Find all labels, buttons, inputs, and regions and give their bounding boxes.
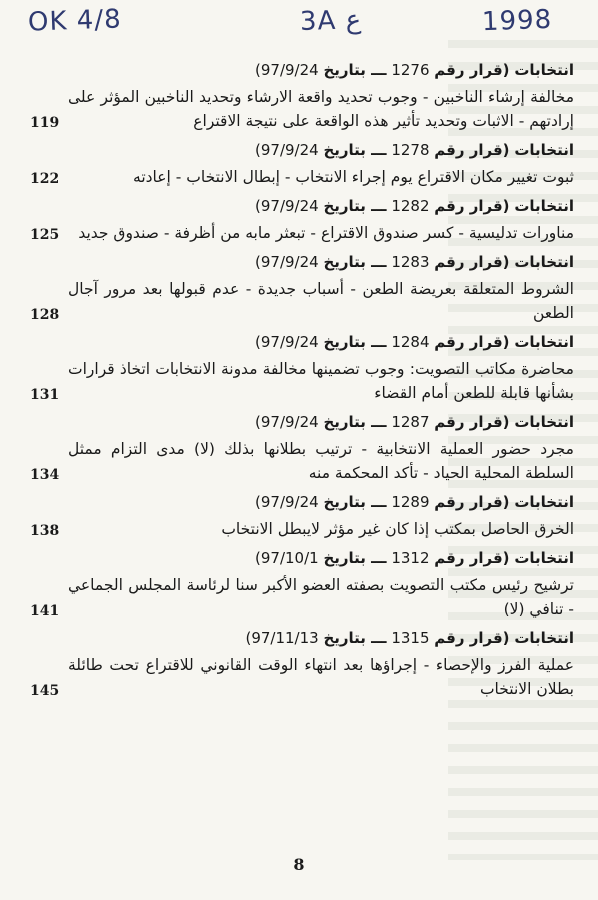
index-entries [30, 55, 580, 703]
date-label: ـــ بتاريخ [323, 413, 387, 431]
decision-number: 1289 [391, 493, 430, 511]
entry-summary: الخرق الحاصل بمكتب إذا كان غير مؤثر لايبطل الانتخاب [221, 520, 574, 538]
index-entry [30, 407, 580, 485]
index-entry [30, 247, 580, 325]
date-label: ـــ بتاريخ [323, 141, 387, 159]
page-number: 8 [293, 855, 305, 874]
entry-page-number: 145 [30, 683, 60, 699]
decision-number: 1284 [391, 333, 430, 351]
decision-date: 97/9/24) [255, 141, 319, 159]
entry-page-number: 128 [30, 307, 60, 323]
entity-label: انتخابات [514, 629, 574, 647]
entity-label: انتخابات [514, 333, 574, 351]
decision-label: (قرار رقم [434, 141, 510, 159]
handwritten-note-left: OK 4/8 [27, 4, 123, 38]
entry-page-number: 141 [30, 603, 60, 619]
entity-label: انتخابات [514, 493, 574, 511]
decision-label: (قرار رقم [434, 61, 510, 79]
decision-number: 1287 [391, 413, 430, 431]
index-entry [30, 623, 580, 701]
entry-page-number: 125 [30, 227, 60, 243]
decision-number: 1278 [391, 141, 430, 159]
decision-number: 1276 [391, 61, 430, 79]
date-label: ـــ بتاريخ [323, 549, 387, 567]
decision-label: (قرار رقم [434, 197, 510, 215]
date-label: ـــ بتاريخ [323, 61, 387, 79]
entry-heading [30, 623, 580, 653]
entity-label: انتخابات [514, 61, 574, 79]
entry-heading [30, 327, 580, 357]
index-entry [30, 135, 580, 189]
decision-label: (قرار رقم [434, 333, 510, 351]
entry-page-number: 119 [30, 115, 60, 131]
decision-label: (قرار رقم [434, 549, 510, 567]
decision-number: 1283 [391, 253, 430, 271]
entry-heading [30, 407, 580, 437]
decision-date: 97/9/24) [255, 493, 319, 511]
index-entry [30, 55, 580, 133]
decision-label: (قرار رقم [434, 629, 510, 647]
decision-date: 97/9/24) [255, 333, 319, 351]
decision-date: 97/11/13) [245, 629, 319, 647]
decision-label: (قرار رقم [434, 493, 510, 511]
entry-summary: ترشيح رئيس مكتب التصويت بصفته العضو الأكبر سنا لرئاسة المجلس الجماعي - تنافي (لا) [68, 576, 574, 618]
entry-summary: ثبوت تغيير مكان الاقتراع يوم إجراء الانتخاب - إبطال الانتخاب - إعادته [133, 168, 574, 186]
date-label: ـــ بتاريخ [323, 253, 387, 271]
decision-number: 1312 [391, 549, 430, 567]
decision-label: (قرار رقم [434, 413, 510, 431]
decision-number: 1315 [391, 629, 430, 647]
entry-heading [30, 135, 580, 165]
entry-summary: محاضرة مكاتب التصويت: وجوب تضمينها مخالفة مدونة الانتخابات اتخاذ قرارات بشأنها قابلة للطعن أمام القضاء [68, 360, 574, 402]
entry-summary: مجرد حضور العملية الانتخابية - ترتيب بطلانها بذلك (لا) مدى التزام ممثل السلطة المحلية الحياد - تأكد المحكمة منه [68, 440, 574, 482]
decision-date: 97/9/24) [255, 197, 319, 215]
decision-date: 97/9/24) [255, 253, 319, 271]
decision-number: 1282 [391, 197, 430, 215]
date-label: ـــ بتاريخ [323, 333, 387, 351]
handwritten-note-year: 1998 [481, 4, 553, 38]
decision-date: 97/10/1) [255, 549, 319, 567]
entry-page-number: 134 [30, 467, 60, 483]
entry-heading [30, 55, 580, 85]
index-entry [30, 327, 580, 405]
entity-label: انتخابات [514, 253, 574, 271]
entity-label: انتخابات [514, 197, 574, 215]
entry-heading [30, 543, 580, 573]
index-entry [30, 191, 580, 245]
index-entry [30, 487, 580, 541]
date-label: ـــ بتاريخ [323, 629, 387, 647]
entry-summary: الشروط المتعلقة بعريضة الطعن - أسباب جديدة - عدم قبولها بعد مرور آجال الطعن [68, 280, 574, 322]
entity-label: انتخابات [514, 413, 574, 431]
entry-heading [30, 487, 580, 517]
date-label: ـــ بتاريخ [323, 493, 387, 511]
entry-page-number: 138 [30, 523, 60, 539]
entry-summary: مناورات تدليسية - كسر صندوق الاقتراع - تبعثر مابه من أظرفة - صندوق جديد [78, 224, 574, 242]
decision-label: (قرار رقم [434, 253, 510, 271]
entry-heading [30, 247, 580, 277]
index-entry [30, 543, 580, 621]
entry-heading [30, 191, 580, 221]
entry-page-number: 131 [30, 387, 60, 403]
entry-summary: مخالفة إرشاء الناخبين - وجوب تحديد واقعة الارشاء وتحديد الناخبين المؤثر على إرادتهم - الاثبات وتحديد تأثير هذه الواقعة على نتيجة الاقتراع [68, 88, 574, 130]
entry-summary: عملية الفرز والإحصاء - إجراؤها بعد انتهاء الوقت القانوني للاقتراع تحت طائلة بطلان الانتخاب [68, 656, 574, 698]
entry-page-number: 122 [30, 171, 60, 187]
decision-date: 97/9/24) [255, 61, 319, 79]
entity-label: انتخابات [514, 549, 574, 567]
decision-date: 97/9/24) [255, 413, 319, 431]
date-label: ـــ بتاريخ [323, 197, 387, 215]
handwritten-note-middle: 3A ع [299, 4, 362, 38]
entity-label: انتخابات [514, 141, 574, 159]
